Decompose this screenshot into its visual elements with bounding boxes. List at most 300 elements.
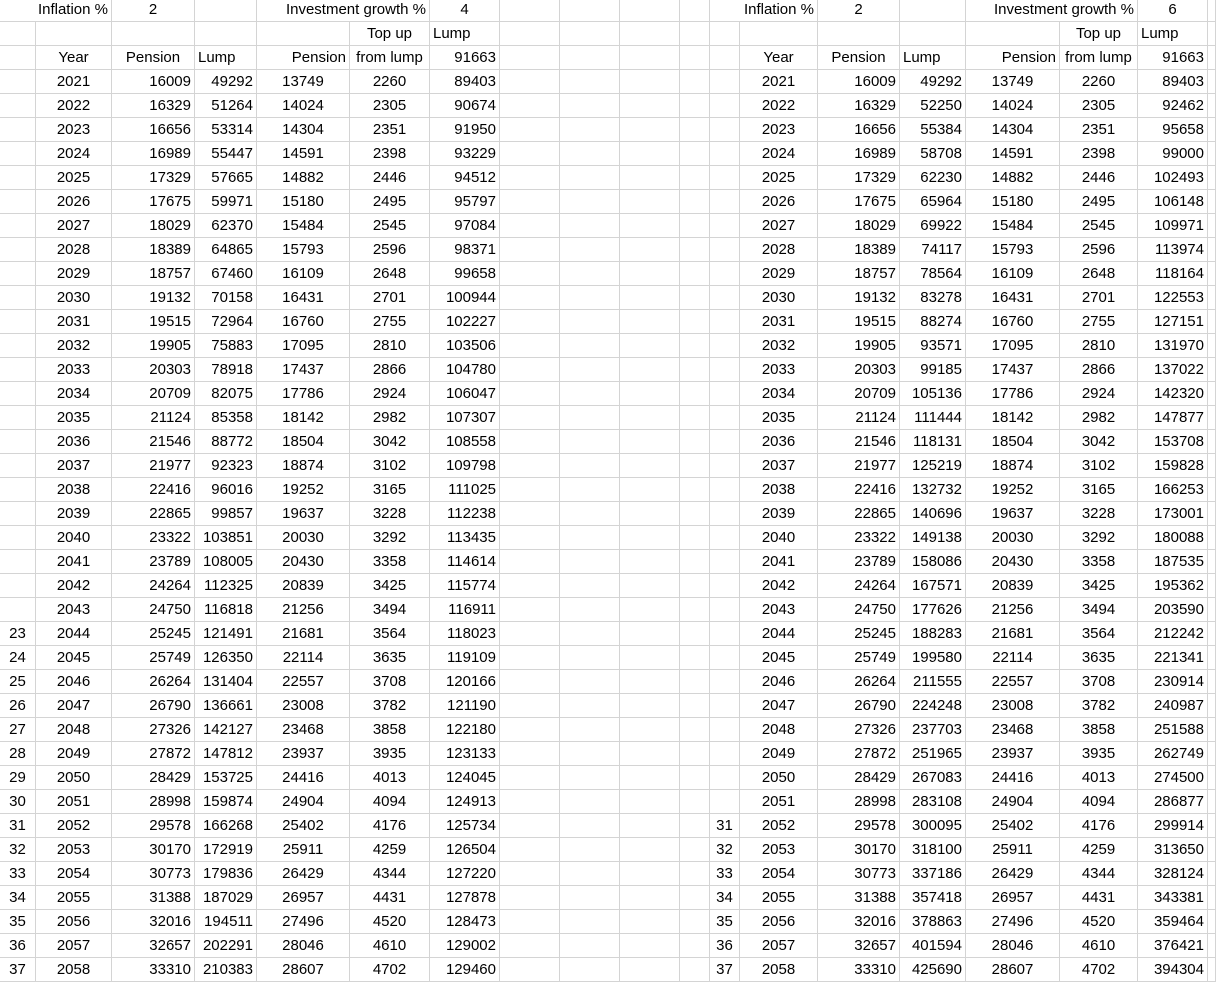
right-year-cell[interactable]: 2051 — [740, 790, 818, 814]
right-lump-cell[interactable]: 55384 — [900, 118, 966, 142]
right-row-number[interactable] — [710, 190, 740, 214]
empty-cell[interactable] — [1208, 334, 1216, 358]
left-lump-balance-cell[interactable]: 127878 — [430, 886, 500, 910]
empty-cell[interactable] — [500, 286, 560, 310]
left-pension-cell[interactable]: 26790 — [112, 694, 195, 718]
right-pension-from-lump-cell[interactable]: 22114 — [966, 646, 1060, 670]
right-year-cell[interactable]: 2034 — [740, 382, 818, 406]
empty-cell[interactable] — [560, 886, 620, 910]
right-initial-lump-value[interactable]: 91663 — [1138, 46, 1208, 70]
left-row-number[interactable] — [0, 238, 36, 262]
left-row-number[interactable]: 34 — [0, 886, 36, 910]
right-year-cell[interactable]: 2030 — [740, 286, 818, 310]
left-header-year[interactable]: Year — [36, 46, 112, 70]
right-row-number[interactable] — [710, 766, 740, 790]
empty-cell[interactable] — [560, 694, 620, 718]
right-year-cell[interactable]: 2036 — [740, 430, 818, 454]
right-pension-from-lump-cell[interactable]: 17786 — [966, 382, 1060, 406]
right-lump-balance-cell[interactable]: 180088 — [1138, 526, 1208, 550]
left-lump-cell[interactable]: 82075 — [195, 382, 257, 406]
right-topup-cell[interactable]: 4344 — [1060, 862, 1138, 886]
right-lump-cell[interactable]: 83278 — [900, 286, 966, 310]
right-inflation-label[interactable]: Inflation % — [710, 0, 818, 22]
left-lump-balance-cell[interactable]: 119109 — [430, 646, 500, 670]
left-year-cell[interactable]: 2023 — [36, 118, 112, 142]
right-header-pension[interactable]: Pension — [818, 46, 900, 70]
left-pension-cell[interactable]: 24750 — [112, 598, 195, 622]
right-pension-cell[interactable]: 30170 — [818, 838, 900, 862]
empty-cell[interactable] — [1208, 70, 1216, 94]
right-pension-cell[interactable]: 29578 — [818, 814, 900, 838]
empty-cell[interactable] — [620, 646, 680, 670]
right-topup-cell[interactable]: 3935 — [1060, 742, 1138, 766]
empty-cell[interactable] — [500, 526, 560, 550]
empty-cell[interactable] — [500, 334, 560, 358]
empty-cell[interactable] — [680, 742, 710, 766]
left-year-cell[interactable]: 2025 — [36, 166, 112, 190]
left-lump-cell[interactable]: 88772 — [195, 430, 257, 454]
left-pension-from-lump-cell[interactable]: 20030 — [257, 526, 350, 550]
right-lump-cell[interactable]: 58708 — [900, 142, 966, 166]
left-lump-balance-cell[interactable]: 124045 — [430, 766, 500, 790]
left-lump-cell[interactable]: 59971 — [195, 190, 257, 214]
right-lump-cell[interactable]: 65964 — [900, 190, 966, 214]
left-year-cell[interactable]: 2056 — [36, 910, 112, 934]
left-lump-cell[interactable]: 153725 — [195, 766, 257, 790]
left-row-number[interactable] — [0, 118, 36, 142]
right-header-year[interactable]: Year — [740, 46, 818, 70]
left-topup-cell[interactable]: 4431 — [350, 886, 430, 910]
empty-cell[interactable] — [1208, 934, 1216, 958]
empty-cell[interactable] — [680, 814, 710, 838]
left-year-cell[interactable]: 2028 — [36, 238, 112, 262]
left-row-number[interactable]: 26 — [0, 694, 36, 718]
right-topup-cell[interactable]: 3425 — [1060, 574, 1138, 598]
left-lump-cell[interactable]: 103851 — [195, 526, 257, 550]
right-lump-balance-cell[interactable]: 212242 — [1138, 622, 1208, 646]
empty-cell[interactable] — [1208, 550, 1216, 574]
left-lump-cell[interactable]: 62370 — [195, 214, 257, 238]
empty-cell[interactable] — [1208, 478, 1216, 502]
right-lump-cell[interactable]: 224248 — [900, 694, 966, 718]
left-year-cell[interactable]: 2041 — [36, 550, 112, 574]
right-lump-cell[interactable]: 125219 — [900, 454, 966, 478]
right-lump-cell[interactable]: 425690 — [900, 958, 966, 982]
empty-cell[interactable] — [1208, 142, 1216, 166]
left-topup-cell[interactable]: 2982 — [350, 406, 430, 430]
right-pension-cell[interactable]: 23322 — [818, 526, 900, 550]
empty-cell[interactable] — [1208, 814, 1216, 838]
left-initial-lump-value[interactable]: 91663 — [430, 46, 500, 70]
right-pension-from-lump-cell[interactable]: 17437 — [966, 358, 1060, 382]
empty-cell[interactable] — [560, 118, 620, 142]
right-topup-cell[interactable]: 2351 — [1060, 118, 1138, 142]
empty-cell[interactable] — [560, 382, 620, 406]
left-year-cell[interactable]: 2044 — [36, 622, 112, 646]
empty-cell[interactable] — [560, 790, 620, 814]
right-pension-from-lump-cell[interactable]: 25911 — [966, 838, 1060, 862]
right-topup-cell[interactable]: 4094 — [1060, 790, 1138, 814]
left-pension-from-lump-cell[interactable]: 24904 — [257, 790, 350, 814]
left-lump-cell[interactable]: 112325 — [195, 574, 257, 598]
right-year-cell[interactable]: 2022 — [740, 94, 818, 118]
right-lump-cell[interactable]: 177626 — [900, 598, 966, 622]
left-row-number[interactable] — [0, 70, 36, 94]
empty-cell[interactable] — [500, 46, 560, 70]
left-lump-cell[interactable]: 142127 — [195, 718, 257, 742]
empty-cell[interactable] — [500, 622, 560, 646]
empty-cell[interactable] — [620, 862, 680, 886]
right-pension-from-lump-cell[interactable]: 13749 — [966, 70, 1060, 94]
left-lump-cell[interactable]: 85358 — [195, 406, 257, 430]
right-year-cell[interactable]: 2040 — [740, 526, 818, 550]
right-blank-cell[interactable] — [818, 22, 900, 46]
left-lump-balance-cell[interactable]: 118023 — [430, 622, 500, 646]
empty-cell[interactable] — [1208, 166, 1216, 190]
right-pension-cell[interactable]: 17329 — [818, 166, 900, 190]
empty-cell[interactable] — [680, 334, 710, 358]
empty-cell[interactable] — [500, 646, 560, 670]
empty-cell[interactable] — [1208, 46, 1216, 70]
right-blank-cell[interactable] — [900, 22, 966, 46]
empty-cell[interactable] — [560, 766, 620, 790]
empty-cell[interactable] — [620, 190, 680, 214]
right-pension-from-lump-cell[interactable]: 19252 — [966, 478, 1060, 502]
empty-cell[interactable] — [620, 118, 680, 142]
right-pension-cell[interactable]: 19515 — [818, 310, 900, 334]
right-lump-cell[interactable]: 357418 — [900, 886, 966, 910]
right-lump-cell[interactable]: 237703 — [900, 718, 966, 742]
left-lump-cell[interactable]: 166268 — [195, 814, 257, 838]
right-header-lump[interactable]: Lump — [1138, 22, 1208, 46]
left-row-number[interactable] — [0, 358, 36, 382]
right-year-cell[interactable]: 2031 — [740, 310, 818, 334]
left-lump-balance-cell[interactable]: 98371 — [430, 238, 500, 262]
left-header-pension[interactable]: Pension — [112, 46, 195, 70]
left-blank-cell[interactable] — [112, 22, 195, 46]
left-row-number[interactable] — [0, 190, 36, 214]
right-lump-balance-cell[interactable]: 343381 — [1138, 886, 1208, 910]
left-pension-cell[interactable]: 23789 — [112, 550, 195, 574]
left-lump-cell[interactable]: 53314 — [195, 118, 257, 142]
left-pension-from-lump-cell[interactable]: 28046 — [257, 934, 350, 958]
right-topup-cell[interactable]: 2596 — [1060, 238, 1138, 262]
right-lump-cell[interactable]: 105136 — [900, 382, 966, 406]
empty-cell[interactable] — [1208, 838, 1216, 862]
left-lump-balance-cell[interactable]: 127220 — [430, 862, 500, 886]
empty-cell[interactable] — [500, 430, 560, 454]
right-growth-label[interactable]: Investment growth % — [966, 0, 1138, 22]
right-row-number[interactable]: 33 — [710, 862, 740, 886]
right-header-lump-balance[interactable]: Lump — [900, 46, 966, 70]
left-topup-cell[interactable]: 2351 — [350, 118, 430, 142]
right-pension-from-lump-cell[interactable]: 18874 — [966, 454, 1060, 478]
left-pension-from-lump-cell[interactable]: 17786 — [257, 382, 350, 406]
right-year-cell[interactable]: 2057 — [740, 934, 818, 958]
left-lump-balance-cell[interactable]: 114614 — [430, 550, 500, 574]
left-pension-from-lump-cell[interactable]: 16109 — [257, 262, 350, 286]
right-pension-cell[interactable]: 25245 — [818, 622, 900, 646]
empty-cell[interactable] — [560, 430, 620, 454]
left-pension-cell[interactable]: 22865 — [112, 502, 195, 526]
right-year-cell[interactable]: 2035 — [740, 406, 818, 430]
right-year-cell[interactable]: 2028 — [740, 238, 818, 262]
empty-cell[interactable] — [500, 502, 560, 526]
right-year-cell[interactable]: 2023 — [740, 118, 818, 142]
right-lump-balance-cell[interactable]: 286877 — [1138, 790, 1208, 814]
right-row-number[interactable] — [710, 718, 740, 742]
left-pension-cell[interactable]: 25245 — [112, 622, 195, 646]
left-row-number[interactable] — [0, 574, 36, 598]
right-row-number[interactable] — [710, 262, 740, 286]
right-year-cell[interactable]: 2043 — [740, 598, 818, 622]
right-pension-cell[interactable]: 24264 — [818, 574, 900, 598]
left-pension-from-lump-cell[interactable]: 21681 — [257, 622, 350, 646]
right-topup-cell[interactable]: 2755 — [1060, 310, 1138, 334]
right-topup-cell[interactable]: 3042 — [1060, 430, 1138, 454]
empty-cell[interactable] — [560, 262, 620, 286]
empty-cell[interactable] — [500, 598, 560, 622]
right-pension-from-lump-cell[interactable]: 23468 — [966, 718, 1060, 742]
left-lump-cell[interactable]: 55447 — [195, 142, 257, 166]
right-lump-balance-cell[interactable]: 122553 — [1138, 286, 1208, 310]
right-pension-from-lump-cell[interactable]: 22557 — [966, 670, 1060, 694]
right-blank-cell[interactable] — [740, 22, 818, 46]
empty-cell[interactable] — [1208, 502, 1216, 526]
empty-cell[interactable] — [620, 718, 680, 742]
empty-cell[interactable] — [620, 94, 680, 118]
right-row-number[interactable] — [710, 94, 740, 118]
right-pension-from-lump-cell[interactable]: 18142 — [966, 406, 1060, 430]
right-topup-cell[interactable]: 2260 — [1060, 70, 1138, 94]
empty-cell[interactable] — [620, 742, 680, 766]
empty-cell[interactable] — [500, 838, 560, 862]
left-pension-from-lump-cell[interactable]: 19252 — [257, 478, 350, 502]
right-lump-cell[interactable]: 111444 — [900, 406, 966, 430]
right-lump-cell[interactable]: 318100 — [900, 838, 966, 862]
right-year-cell[interactable]: 2021 — [740, 70, 818, 94]
empty-cell[interactable] — [680, 694, 710, 718]
right-lump-cell[interactable]: 132732 — [900, 478, 966, 502]
empty-cell[interactable] — [620, 406, 680, 430]
empty-cell[interactable] — [680, 286, 710, 310]
right-topup-cell[interactable]: 4013 — [1060, 766, 1138, 790]
left-lump-balance-cell[interactable]: 129002 — [430, 934, 500, 958]
right-pension-cell[interactable]: 19905 — [818, 334, 900, 358]
empty-cell[interactable] — [1208, 646, 1216, 670]
empty-cell[interactable] — [500, 958, 560, 982]
left-pension-cell[interactable]: 18757 — [112, 262, 195, 286]
empty-cell[interactable] — [500, 862, 560, 886]
left-pension-cell[interactable]: 19132 — [112, 286, 195, 310]
right-topup-cell[interactable]: 2446 — [1060, 166, 1138, 190]
right-lump-balance-cell[interactable]: 166253 — [1138, 478, 1208, 502]
empty-cell[interactable] — [1208, 406, 1216, 430]
right-topup-cell[interactable]: 4702 — [1060, 958, 1138, 982]
right-lump-balance-cell[interactable]: 127151 — [1138, 310, 1208, 334]
empty-cell[interactable] — [1208, 430, 1216, 454]
left-topup-cell[interactable]: 2446 — [350, 166, 430, 190]
left-pension-cell[interactable]: 17675 — [112, 190, 195, 214]
empty-cell[interactable] — [560, 598, 620, 622]
right-pension-cell[interactable]: 27326 — [818, 718, 900, 742]
right-pension-from-lump-cell[interactable]: 24416 — [966, 766, 1060, 790]
empty-cell[interactable] — [500, 886, 560, 910]
left-lump-cell[interactable]: 70158 — [195, 286, 257, 310]
left-row-number[interactable] — [0, 94, 36, 118]
right-topup-cell[interactable]: 3564 — [1060, 622, 1138, 646]
left-pension-from-lump-cell[interactable]: 16431 — [257, 286, 350, 310]
empty-cell[interactable] — [620, 526, 680, 550]
right-row-number[interactable] — [710, 622, 740, 646]
empty-cell[interactable] — [500, 910, 560, 934]
right-lump-cell[interactable]: 188283 — [900, 622, 966, 646]
empty-cell[interactable] — [1208, 718, 1216, 742]
right-row-number[interactable] — [710, 454, 740, 478]
right-pension-from-lump-cell[interactable]: 18504 — [966, 430, 1060, 454]
left-lump-balance-cell[interactable]: 90674 — [430, 94, 500, 118]
left-year-cell[interactable]: 2053 — [36, 838, 112, 862]
empty-cell[interactable] — [560, 814, 620, 838]
empty-cell[interactable] — [500, 406, 560, 430]
empty-cell[interactable] — [680, 526, 710, 550]
empty-cell[interactable] — [560, 862, 620, 886]
left-topup-cell[interactable]: 4702 — [350, 958, 430, 982]
right-lump-balance-cell[interactable]: 328124 — [1138, 862, 1208, 886]
empty-cell[interactable] — [1208, 790, 1216, 814]
empty-cell[interactable] — [680, 238, 710, 262]
right-row-number[interactable] — [710, 46, 740, 70]
left-lump-cell[interactable]: 121491 — [195, 622, 257, 646]
left-lump-cell[interactable]: 78918 — [195, 358, 257, 382]
empty-cell[interactable] — [680, 910, 710, 934]
left-topup-cell[interactable]: 2648 — [350, 262, 430, 286]
empty-cell[interactable] — [620, 430, 680, 454]
right-topup-cell[interactable]: 2924 — [1060, 382, 1138, 406]
left-lump-cell[interactable]: 96016 — [195, 478, 257, 502]
left-lump-cell[interactable]: 51264 — [195, 94, 257, 118]
empty-cell[interactable] — [1208, 766, 1216, 790]
left-lump-balance-cell[interactable]: 94512 — [430, 166, 500, 190]
left-lump-balance-cell[interactable]: 125734 — [430, 814, 500, 838]
right-pension-cell[interactable]: 22416 — [818, 478, 900, 502]
left-lump-balance-cell[interactable]: 121190 — [430, 694, 500, 718]
right-topup-cell[interactable]: 3358 — [1060, 550, 1138, 574]
right-pension-cell[interactable]: 33310 — [818, 958, 900, 982]
empty-cell[interactable] — [1208, 310, 1216, 334]
left-row-number[interactable]: 28 — [0, 742, 36, 766]
right-year-cell[interactable]: 2052 — [740, 814, 818, 838]
left-topup-cell[interactable]: 2810 — [350, 334, 430, 358]
right-topup-cell[interactable]: 2810 — [1060, 334, 1138, 358]
left-blank-cell[interactable] — [195, 22, 257, 46]
left-lump-balance-cell[interactable]: 100944 — [430, 286, 500, 310]
left-pension-cell[interactable]: 21124 — [112, 406, 195, 430]
empty-cell[interactable] — [620, 334, 680, 358]
left-topup-cell[interactable]: 3708 — [350, 670, 430, 694]
empty-cell[interactable] — [1208, 622, 1216, 646]
left-pension-from-lump-cell[interactable]: 27496 — [257, 910, 350, 934]
empty-cell[interactable] — [560, 358, 620, 382]
right-lump-balance-cell[interactable]: 221341 — [1138, 646, 1208, 670]
left-pension-cell[interactable]: 20303 — [112, 358, 195, 382]
left-pension-from-lump-cell[interactable]: 25402 — [257, 814, 350, 838]
empty-cell[interactable] — [620, 46, 680, 70]
empty-cell[interactable] — [1208, 574, 1216, 598]
empty-cell[interactable] — [620, 910, 680, 934]
left-pension-from-lump-cell[interactable]: 14024 — [257, 94, 350, 118]
left-row-number[interactable]: 29 — [0, 766, 36, 790]
right-pension-cell[interactable]: 32657 — [818, 934, 900, 958]
right-lump-balance-cell[interactable]: 109971 — [1138, 214, 1208, 238]
left-pension-from-lump-cell[interactable]: 16760 — [257, 310, 350, 334]
right-topup-cell[interactable]: 4176 — [1060, 814, 1138, 838]
right-lump-balance-cell[interactable]: 99000 — [1138, 142, 1208, 166]
empty-cell[interactable] — [680, 934, 710, 958]
empty-cell[interactable] — [620, 670, 680, 694]
right-topup-cell[interactable]: 4520 — [1060, 910, 1138, 934]
right-lump-balance-cell[interactable]: 359464 — [1138, 910, 1208, 934]
right-row-number[interactable] — [710, 670, 740, 694]
empty-cell[interactable] — [680, 310, 710, 334]
empty-cell[interactable] — [620, 502, 680, 526]
right-row-number[interactable] — [710, 574, 740, 598]
left-row-number[interactable]: 25 — [0, 670, 36, 694]
right-pension-from-lump-cell[interactable]: 21256 — [966, 598, 1060, 622]
left-lump-cell[interactable]: 108005 — [195, 550, 257, 574]
right-pension-from-lump-cell[interactable]: 15793 — [966, 238, 1060, 262]
left-pension-cell[interactable]: 32657 — [112, 934, 195, 958]
empty-cell[interactable] — [560, 142, 620, 166]
right-lump-balance-cell[interactable]: 313650 — [1138, 838, 1208, 862]
left-topup-cell[interactable]: 2866 — [350, 358, 430, 382]
right-lump-cell[interactable]: 118131 — [900, 430, 966, 454]
left-row-number[interactable]: 27 — [0, 718, 36, 742]
left-topup-cell[interactable]: 3165 — [350, 478, 430, 502]
left-blank-cell[interactable] — [36, 22, 112, 46]
empty-cell[interactable] — [560, 0, 620, 22]
left-row-number[interactable] — [0, 46, 36, 70]
right-pension-cell[interactable]: 32016 — [818, 910, 900, 934]
left-pension-from-lump-cell[interactable]: 20839 — [257, 574, 350, 598]
left-inflation-value[interactable]: 2 — [112, 0, 195, 22]
right-pension-from-lump-cell[interactable]: 15484 — [966, 214, 1060, 238]
left-topup-cell[interactable]: 3425 — [350, 574, 430, 598]
empty-cell[interactable] — [680, 166, 710, 190]
empty-cell[interactable] — [560, 838, 620, 862]
right-year-cell[interactable]: 2041 — [740, 550, 818, 574]
empty-cell[interactable] — [560, 94, 620, 118]
empty-cell[interactable] — [680, 190, 710, 214]
right-lump-balance-cell[interactable]: 173001 — [1138, 502, 1208, 526]
empty-cell[interactable] — [500, 94, 560, 118]
right-year-cell[interactable]: 2048 — [740, 718, 818, 742]
empty-cell[interactable] — [680, 406, 710, 430]
right-year-cell[interactable]: 2033 — [740, 358, 818, 382]
left-pension-cell[interactable]: 31388 — [112, 886, 195, 910]
right-lump-cell[interactable]: 337186 — [900, 862, 966, 886]
right-lump-balance-cell[interactable]: 131970 — [1138, 334, 1208, 358]
left-pension-cell[interactable]: 28998 — [112, 790, 195, 814]
left-year-cell[interactable]: 2026 — [36, 190, 112, 214]
left-year-cell[interactable]: 2055 — [36, 886, 112, 910]
left-year-cell[interactable]: 2054 — [36, 862, 112, 886]
empty-cell[interactable] — [560, 214, 620, 238]
left-pension-from-lump-cell[interactable]: 14304 — [257, 118, 350, 142]
right-pension-from-lump-cell[interactable]: 14882 — [966, 166, 1060, 190]
empty-cell[interactable] — [620, 238, 680, 262]
empty-cell[interactable] — [620, 934, 680, 958]
